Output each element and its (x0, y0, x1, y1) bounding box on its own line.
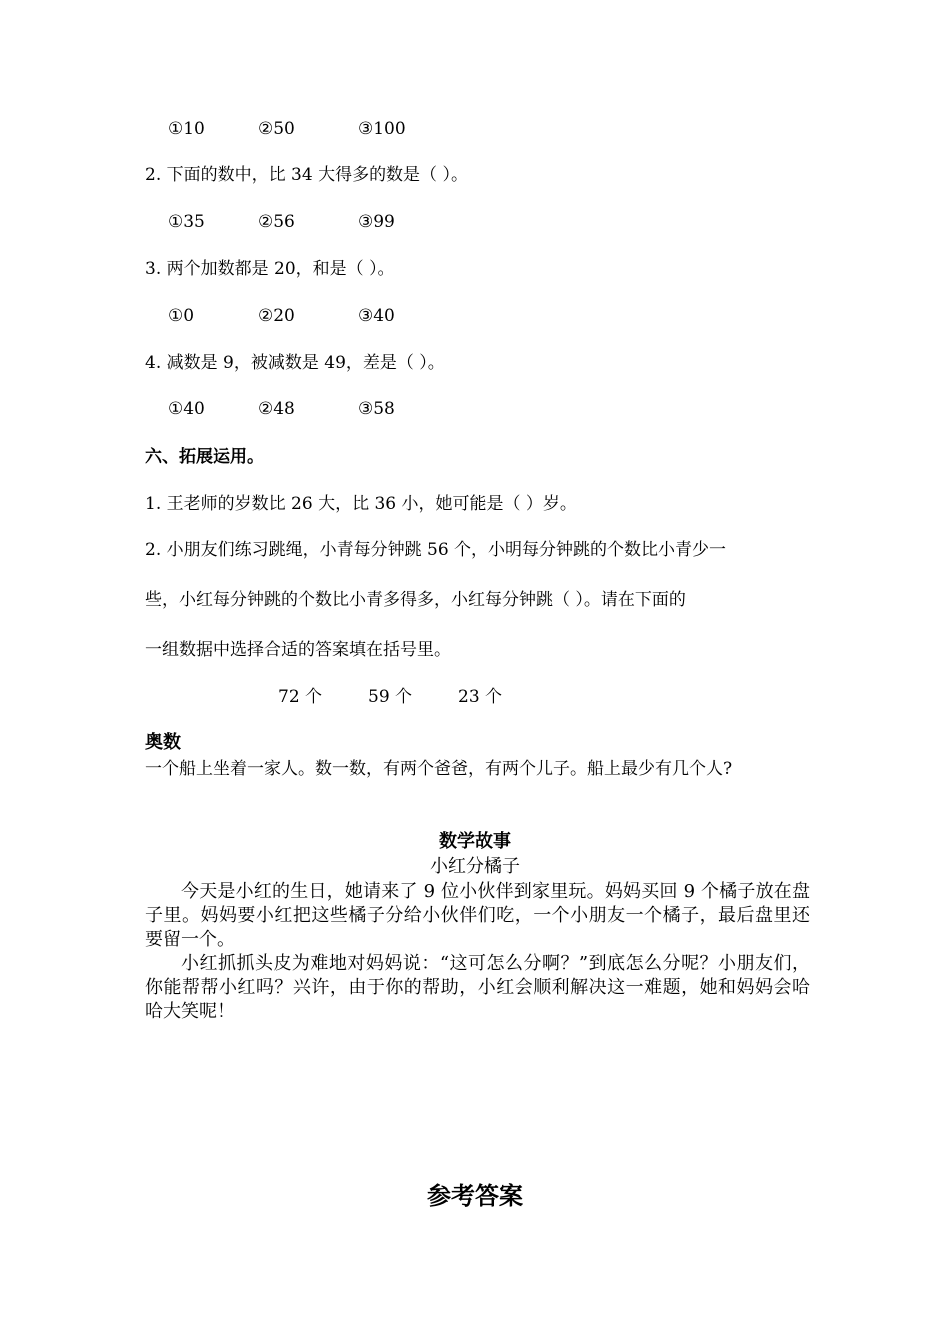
q3-option-2: ②20 (258, 306, 295, 326)
q2-option-3: ③99 (358, 212, 395, 232)
story-paragraph-1: 今天是小红的生日，她请来了 9 位小伙伴到家里玩。妈妈买回 9 个橘子放在盘子里。妈妈要小红把这些橘子分给小伙伴们吃，一个小朋友一个橘子，最后盘里还要留一个。 (145, 881, 810, 950)
q4-option-3: ③58 (358, 399, 395, 419)
q3-option-1: ①0 (168, 306, 195, 326)
story-title: 小红分橘子 (430, 856, 520, 877)
choice-23: 23 个 (458, 687, 503, 707)
q1-option-1: ①10 (168, 119, 205, 139)
q2-option-1: ①35 (168, 212, 205, 232)
question-2: 2. 下面的数中，比 34 大得多的数是（ ）。 (145, 165, 468, 185)
section-6-item-1: 1. 王老师的岁数比 26 大，比 36 小，她可能是（ ）岁。 (145, 494, 577, 514)
choice-59: 59 个 (368, 687, 413, 707)
question-4: 4. 减数是 9，被减数是 49，差是（ ）。 (145, 353, 445, 373)
q3-option-3: ③40 (358, 306, 395, 326)
story-body (145, 880, 810, 1024)
question-3: 3. 两个加数都是 20，和是（ ）。 (145, 259, 395, 279)
choice-72: 72 个 (278, 687, 323, 707)
q1-option-2: ②50 (258, 119, 295, 139)
story-paragraph-2: 小红抓抓头皮为难地对妈妈说：“这可怎么分啊？”到底怎么分呢？小朋友们，你能帮帮小红吗？兴许，由于你的帮助，小红会顺利解决这一难题，她和妈妈会哈哈大笑呢！ (145, 953, 810, 1022)
q1-option-3: ③100 (358, 119, 406, 139)
olympiad-heading: 奥数 (145, 732, 181, 753)
section-6-item-2-line-2: 些，小红每分钟跳的个数比小青多得多，小红每分钟跳（ ）。请在下面的 (145, 590, 686, 610)
q4-option-1: ①40 (168, 399, 205, 419)
section-6-heading: 六、拓展运用。 (145, 447, 264, 467)
answers-heading: 参考答案 (427, 1182, 523, 1210)
section-6-item-2-line-1: 2. 小朋友们练习跳绳，小青每分钟跳 56 个，小明每分钟跳的个数比小青少一 (145, 540, 727, 560)
olympiad-question: 一个船上坐着一家人。数一数，有两个爸爸，有两个儿子。船上最少有几个人? (145, 759, 733, 779)
story-heading: 数学故事 (439, 831, 511, 852)
q4-option-2: ②48 (258, 399, 295, 419)
section-6-item-2-line-3: 一组数据中选择合适的答案填在括号里。 (145, 640, 451, 660)
q2-option-2: ②56 (258, 212, 295, 232)
